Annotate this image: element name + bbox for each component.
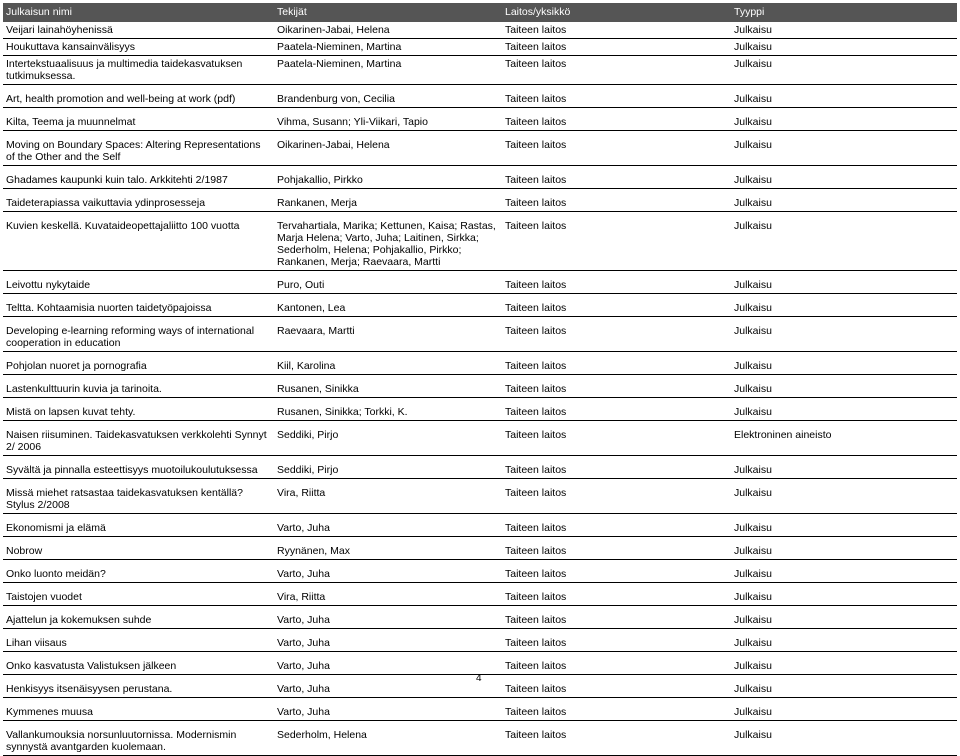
cell-department: Taiteen laitos	[502, 658, 731, 675]
cell-type: Julkaisu	[731, 589, 957, 606]
cell-title: Pohjolan nuoret ja pornografia	[3, 358, 274, 375]
cell-title: Taistojen vuodet	[3, 589, 274, 606]
cell-title: Missä miehet ratsastaa taidekasvatuksen kentällä?Stylus 2/2008	[3, 485, 274, 514]
cell-type: Julkaisu	[731, 172, 957, 189]
cell-title: Syvältä ja pinnalla esteettisyys muotoilukoulutuksessa	[3, 462, 274, 479]
table-row	[3, 589, 957, 606]
cell-department: Taiteen laitos	[502, 462, 731, 479]
cell-title: Henkisyys itsenäisyysen perustana.	[3, 681, 274, 698]
cell-author: Puro, Outi	[274, 277, 502, 294]
table-row	[3, 39, 957, 56]
header-department: Laitos/yksikkö	[502, 3, 731, 22]
cell-type: Julkaisu	[731, 218, 957, 271]
cell-title: Moving on Boundary Spaces: Altering Representations of the Other and the Self	[3, 137, 274, 166]
cell-department: Taiteen laitos	[502, 681, 731, 698]
header-author: Tekijät	[274, 3, 502, 22]
cell-type: Julkaisu	[731, 114, 957, 131]
cell-author: Varto, Juha	[274, 566, 502, 583]
cell-author: Paatela-Nieminen, Martina	[274, 56, 502, 85]
cell-department: Taiteen laitos	[502, 195, 731, 212]
table-row	[3, 22, 957, 39]
publication-list-page	[3, 3, 957, 756]
cell-type: Julkaisu	[731, 300, 957, 317]
cell-type: Julkaisu	[731, 358, 957, 375]
header-type: Tyyppi	[731, 3, 957, 22]
cell-author: Varto, Juha	[274, 681, 502, 698]
cell-title: Naisen riisuminen. Taidekasvatuksen verkkolehti Synnyt 2/ 2006	[3, 427, 274, 456]
cell-department: Taiteen laitos	[502, 39, 731, 56]
cell-title: Intertekstuaalisuus ja multimedia taidekasvatuksen tutkimuksessa.	[3, 56, 274, 85]
cell-department: Taiteen laitos	[502, 91, 731, 108]
cell-department: Taiteen laitos	[502, 727, 731, 756]
table-row	[3, 358, 957, 375]
cell-department: Taiteen laitos	[502, 172, 731, 189]
table-row	[3, 520, 957, 537]
cell-title: Nobrow	[3, 543, 274, 560]
cell-department: Taiteen laitos	[502, 22, 731, 39]
cell-title: Kymmenes muusa	[3, 704, 274, 721]
cell-department: Taiteen laitos	[502, 277, 731, 294]
cell-type: Julkaisu	[731, 462, 957, 479]
table-row	[3, 427, 957, 456]
cell-title: Art, health promotion and well-being at work (pdf)	[3, 91, 274, 108]
cell-title: Mistä on lapsen kuvat tehty.	[3, 404, 274, 421]
cell-type: Julkaisu	[731, 22, 957, 39]
cell-department: Taiteen laitos	[502, 56, 731, 85]
table-row	[3, 277, 957, 294]
cell-title: Houkuttava kansainvälisyys	[3, 39, 274, 56]
cell-department: Taiteen laitos	[502, 381, 731, 398]
cell-author: Vira, Riitta	[274, 485, 502, 514]
header-title: Julkaisun nimi	[3, 3, 274, 22]
table-row	[3, 727, 957, 756]
cell-title: Vallankumouksia norsunluutornissa. Modernismin synnystä avantgarden kuolemaan.	[3, 727, 274, 756]
cell-department: Taiteen laitos	[502, 543, 731, 560]
cell-department: Taiteen laitos	[502, 114, 731, 131]
table-header	[3, 3, 957, 22]
cell-title: Lastenkulttuurin kuvia ja tarinoita.	[3, 381, 274, 398]
cell-author: Vira, Riitta	[274, 589, 502, 606]
cell-type: Julkaisu	[731, 39, 957, 56]
cell-title: Ghadames kaupunki kuin talo. Arkkitehti 2/1987	[3, 172, 274, 189]
cell-department: Taiteen laitos	[502, 218, 731, 271]
cell-title: Ekonomismi ja elämä	[3, 520, 274, 537]
table-row	[3, 172, 957, 189]
table-row	[3, 218, 957, 271]
cell-author: Rusanen, Sinikka; Torkki, K.	[274, 404, 502, 421]
cell-title: Kilta, Teema ja muunnelmat	[3, 114, 274, 131]
cell-author: Rankanen, Merja	[274, 195, 502, 212]
cell-type: Julkaisu	[731, 612, 957, 629]
table-row	[3, 612, 957, 629]
cell-author: Pohjakallio, Pirkko	[274, 172, 502, 189]
cell-type: Elektroninen aineisto	[731, 427, 957, 456]
cell-author: Paatela-Nieminen, Martina	[274, 39, 502, 56]
cell-author: Seddiki, Pirjo	[274, 462, 502, 479]
cell-title: Leivottu nykytaide	[3, 277, 274, 294]
table-row	[3, 635, 957, 652]
cell-title: Kuvien keskellä. Kuvataideopettajaliitto 100 vuotta	[3, 218, 274, 271]
cell-type: Julkaisu	[731, 137, 957, 166]
cell-type: Julkaisu	[731, 635, 957, 652]
table-row	[3, 56, 957, 85]
cell-title: Developing e-learning reforming ways of international cooperation in education	[3, 323, 274, 352]
cell-type: Julkaisu	[731, 381, 957, 398]
cell-title: Teltta. Kohtaamisia nuorten taidetyöpajoissa	[3, 300, 274, 317]
cell-department: Taiteen laitos	[502, 404, 731, 421]
cell-type: Julkaisu	[731, 727, 957, 756]
cell-type: Julkaisu	[731, 485, 957, 514]
cell-type: Julkaisu	[731, 704, 957, 721]
cell-department: Taiteen laitos	[502, 358, 731, 375]
publication-table	[3, 3, 957, 756]
table-row	[3, 566, 957, 583]
header-row	[3, 3, 957, 22]
cell-title: Ajattelun ja kokemuksen suhde	[3, 612, 274, 629]
cell-type: Julkaisu	[731, 681, 957, 698]
cell-type: Julkaisu	[731, 658, 957, 675]
cell-title: Onko kasvatusta Valistuksen jälkeen	[3, 658, 274, 675]
cell-author: Varto, Juha	[274, 658, 502, 675]
cell-title: Veijari lainahöyhenissä	[3, 22, 274, 39]
cell-author: Tervahartiala, Marika; Kettunen, Kaisa; Rastas, Marja Helena; Varto, Juha; Laitinen, Sirkka; Sederholm, Helena; Pohjakallio, Pirkko; Rankanen, Merja; Raevaara, Martti	[274, 218, 502, 271]
cell-author: Rusanen, Sinikka	[274, 381, 502, 398]
cell-title: Onko luonto meidän?	[3, 566, 274, 583]
table-row	[3, 195, 957, 212]
cell-type: Julkaisu	[731, 543, 957, 560]
table-row	[3, 381, 957, 398]
cell-author: Raevaara, Martti	[274, 323, 502, 352]
table-row	[3, 91, 957, 108]
table-row	[3, 485, 957, 514]
cell-type: Julkaisu	[731, 195, 957, 212]
table-body	[3, 22, 957, 756]
page-number: 4	[476, 673, 482, 684]
cell-author: Varto, Juha	[274, 635, 502, 652]
table-row	[3, 323, 957, 352]
cell-type: Julkaisu	[731, 91, 957, 108]
cell-department: Taiteen laitos	[502, 427, 731, 456]
cell-author: Seddiki, Pirjo	[274, 427, 502, 456]
table-row	[3, 462, 957, 479]
cell-department: Taiteen laitos	[502, 704, 731, 721]
cell-title: Taideterapiassa vaikuttavia ydinprosesseja	[3, 195, 274, 212]
cell-author: Kantonen, Lea	[274, 300, 502, 317]
cell-department: Taiteen laitos	[502, 300, 731, 317]
cell-author: Kiil, Karolina	[274, 358, 502, 375]
cell-type: Julkaisu	[731, 323, 957, 352]
cell-department: Taiteen laitos	[502, 485, 731, 514]
table-row	[3, 114, 957, 131]
table-row	[3, 543, 957, 560]
cell-author: Oikarinen-Jabai, Helena	[274, 137, 502, 166]
cell-department: Taiteen laitos	[502, 612, 731, 629]
cell-type: Julkaisu	[731, 520, 957, 537]
cell-department: Taiteen laitos	[502, 635, 731, 652]
cell-author: Varto, Juha	[274, 612, 502, 629]
cell-author: Varto, Juha	[274, 520, 502, 537]
cell-type: Julkaisu	[731, 56, 957, 85]
cell-title: Lihan viisaus	[3, 635, 274, 652]
table-row	[3, 300, 957, 317]
cell-type: Julkaisu	[731, 566, 957, 583]
cell-author: Oikarinen-Jabai, Helena	[274, 22, 502, 39]
cell-department: Taiteen laitos	[502, 137, 731, 166]
cell-author: Vihma, Susann; Yli-Viikari, Tapio	[274, 114, 502, 131]
table-row	[3, 704, 957, 721]
cell-department: Taiteen laitos	[502, 323, 731, 352]
cell-department: Taiteen laitos	[502, 589, 731, 606]
cell-type: Julkaisu	[731, 277, 957, 294]
table-row	[3, 404, 957, 421]
cell-department: Taiteen laitos	[502, 566, 731, 583]
cell-department: Taiteen laitos	[502, 520, 731, 537]
cell-type: Julkaisu	[731, 404, 957, 421]
cell-author: Varto, Juha	[274, 704, 502, 721]
table-row	[3, 137, 957, 166]
cell-author: Ryynänen, Max	[274, 543, 502, 560]
cell-author: Brandenburg von, Cecilia	[274, 91, 502, 108]
cell-author: Sederholm, Helena	[274, 727, 502, 756]
